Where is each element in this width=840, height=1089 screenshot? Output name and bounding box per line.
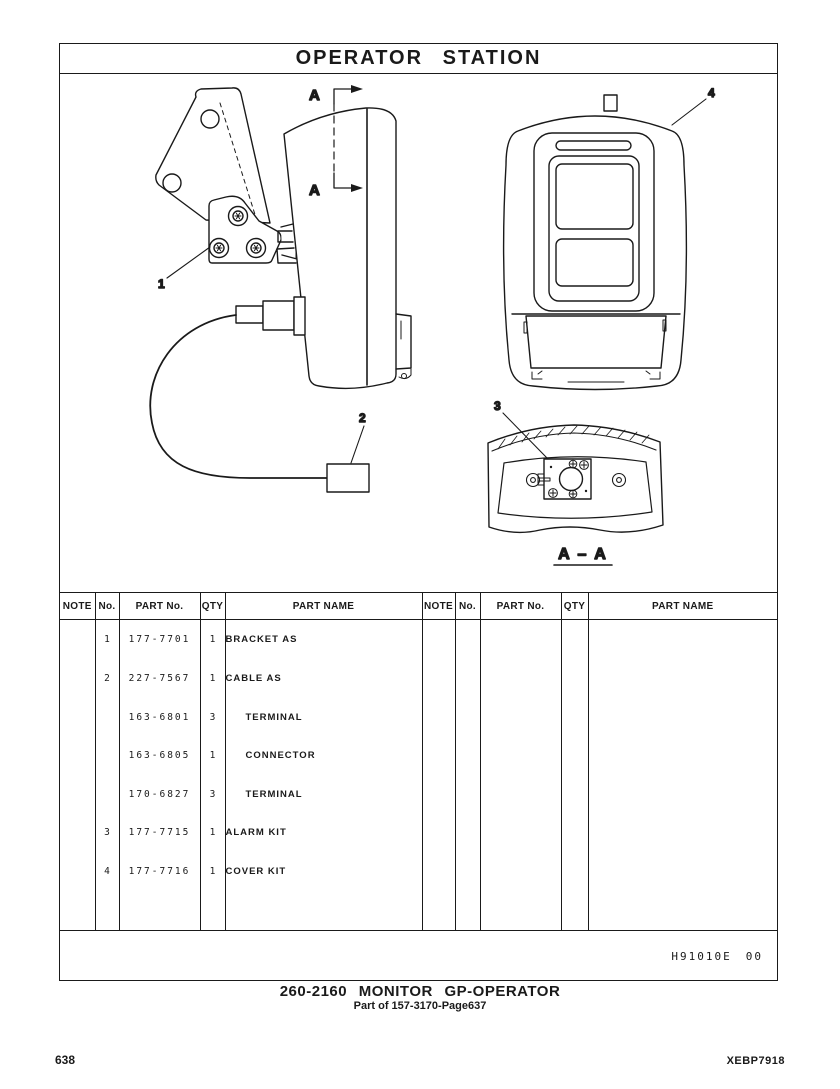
no-cell (455, 659, 480, 698)
no-cell (455, 852, 480, 891)
section-letter-bottom: A (309, 182, 320, 199)
leader-line-4 (672, 99, 706, 125)
empty-cell (95, 891, 119, 931)
part-no-cell (480, 775, 561, 814)
exploded-view-drawing (60, 75, 777, 592)
no-cell (95, 775, 119, 814)
table-header-row (60, 593, 777, 620)
no-cell (455, 736, 480, 775)
qty-cell (561, 814, 588, 853)
table-filler-row (60, 891, 777, 931)
empty-cell (60, 891, 95, 931)
no-cell: 2 (95, 659, 119, 698)
table-row (60, 814, 777, 853)
note-cell (422, 698, 455, 737)
figure-code-strip (60, 932, 777, 980)
note-cell (60, 852, 95, 891)
qty-cell (561, 852, 588, 891)
table-row (60, 620, 777, 660)
part-no-cell (480, 698, 561, 737)
empty-cell (561, 891, 588, 931)
qty-cell: 1 (200, 852, 225, 891)
header-note: NOTE (422, 593, 455, 620)
note-cell (60, 736, 95, 775)
monitor-front-view (504, 86, 715, 390)
callout-3: 3 (494, 399, 501, 413)
no-cell (455, 775, 480, 814)
no-cell: 1 (95, 620, 119, 660)
part-name-cell: COVER KIT (225, 852, 422, 891)
part-name-cell (588, 852, 777, 891)
part-no-cell (480, 620, 561, 660)
table-row (60, 698, 777, 737)
empty-cell (588, 891, 777, 931)
qty-cell: 1 (200, 620, 225, 660)
empty-cell (225, 891, 422, 931)
leader-line-2 (351, 426, 364, 463)
part-no-cell (480, 814, 561, 853)
part-no-cell: 227-7567 (119, 659, 200, 698)
part-name-cell: ALARM KIT (225, 814, 422, 853)
header-qty: QTY (561, 593, 588, 620)
header-part-no: PART No. (480, 593, 561, 620)
header-no: No. (95, 593, 119, 620)
part-no-cell: 177-7716 (119, 852, 200, 891)
section-a-a-view (488, 399, 663, 565)
empty-cell (455, 891, 480, 931)
empty-cell (422, 891, 455, 931)
note-cell (60, 698, 95, 737)
note-cell (422, 659, 455, 698)
qty-cell (561, 659, 588, 698)
callout-4: 4 (708, 86, 715, 100)
part-name-cell (588, 814, 777, 853)
figure-code: H91010E (671, 950, 732, 963)
qty-cell (561, 736, 588, 775)
document-title: 260-2160 MONITOR GP-OPERATOR (279, 983, 561, 1000)
callout-2: 2 (359, 411, 366, 425)
note-cell (422, 736, 455, 775)
no-cell (455, 620, 480, 660)
empty-cell (480, 891, 561, 931)
part-name-cell (588, 698, 777, 737)
bracket-hole-top (201, 110, 219, 128)
empty-cell (119, 891, 200, 931)
part-no-cell (480, 659, 561, 698)
table-row (60, 852, 777, 891)
header-part-no: PART No. (119, 593, 200, 620)
part-no-cell: 177-7715 (119, 814, 200, 853)
qty-cell (561, 775, 588, 814)
header-part-name: PART NAME (225, 593, 422, 620)
figure-revision: 00 (745, 950, 763, 963)
leader-line-1 (167, 247, 210, 278)
top-tab (604, 95, 617, 111)
no-cell: 4 (95, 852, 119, 891)
callout-1: 1 (158, 277, 165, 291)
parts-table (60, 592, 777, 931)
parts-table-body (60, 620, 777, 931)
part-name-cell: CABLE AS (225, 659, 422, 698)
no-cell (455, 698, 480, 737)
section-letter-top: A (309, 87, 320, 104)
empty-cell (200, 891, 225, 931)
qty-cell: 3 (200, 775, 225, 814)
table-row (60, 775, 777, 814)
part-name-cell (588, 775, 777, 814)
bracket-as-drawing (156, 88, 301, 291)
page-title: OPERATOR STATION (60, 44, 777, 74)
note-cell (422, 620, 455, 660)
note-cell (60, 659, 95, 698)
page-border-frame (59, 43, 778, 981)
qty-cell (561, 620, 588, 660)
table-row (60, 736, 777, 775)
note-cell (60, 814, 95, 853)
note-cell (422, 852, 455, 891)
document-subtitle: Part of 157-3170-Page637 (353, 1000, 487, 1012)
header-note: NOTE (60, 593, 95, 620)
note-cell (422, 775, 455, 814)
header-no: No. (455, 593, 480, 620)
no-cell (455, 814, 480, 853)
note-cell (60, 620, 95, 660)
table-row (60, 659, 777, 698)
header-part-name: PART NAME (588, 593, 777, 620)
section-view-label: A – A (558, 546, 608, 563)
part-no-cell: 170-6827 (119, 775, 200, 814)
qty-cell: 1 (200, 659, 225, 698)
part-no-cell (480, 852, 561, 891)
part-name-cell: BRACKET AS (225, 620, 422, 660)
no-cell: 3 (95, 814, 119, 853)
part-name-cell (588, 659, 777, 698)
no-cell (95, 736, 119, 775)
document-code: XEBP7918 (726, 1055, 785, 1067)
part-no-cell (480, 736, 561, 775)
note-cell (60, 775, 95, 814)
no-cell (95, 698, 119, 737)
cable-connector-block (327, 464, 369, 492)
page-number: 638 (55, 1053, 76, 1067)
part-name-cell (588, 620, 777, 660)
part-name-cell: CONNECTOR (225, 736, 422, 775)
note-cell (422, 814, 455, 853)
part-name-cell: TERMINAL (225, 775, 422, 814)
part-no-cell: 163-6805 (119, 736, 200, 775)
qty-cell: 1 (200, 736, 225, 775)
qty-cell: 3 (200, 698, 225, 737)
part-no-cell: 177-7701 (119, 620, 200, 660)
qty-cell (561, 698, 588, 737)
part-name-cell: TERMINAL (225, 698, 422, 737)
header-qty: QTY (200, 593, 225, 620)
part-name-cell (588, 736, 777, 775)
part-no-cell: 163-6801 (119, 698, 200, 737)
bracket-hole-bottom (163, 174, 181, 192)
qty-cell: 1 (200, 814, 225, 853)
parts-table-wrap (60, 592, 777, 931)
